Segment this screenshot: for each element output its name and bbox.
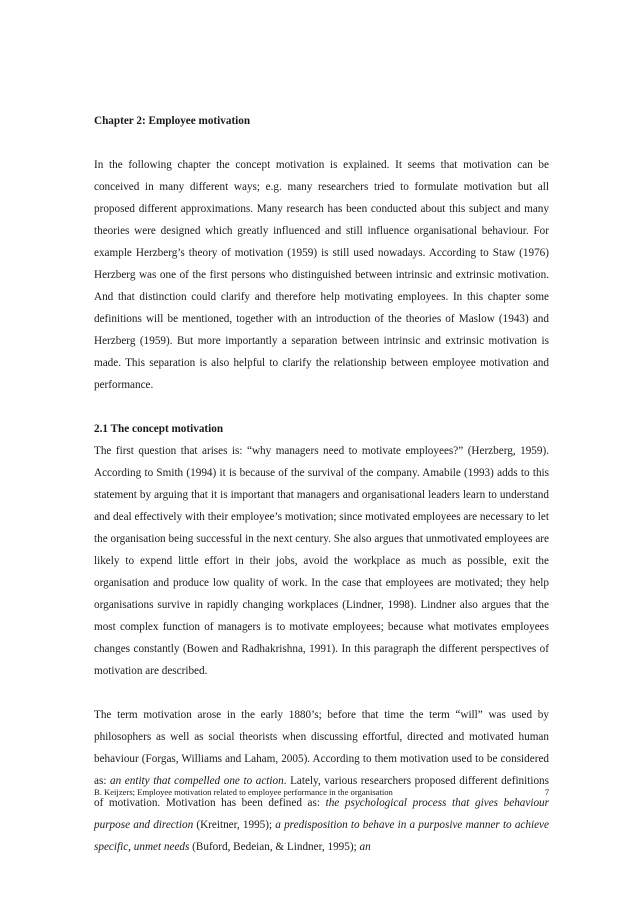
spacer (94, 396, 549, 418)
spacer (94, 682, 549, 704)
footer-text: B. Keijzers; Employee motivation related to employee performance in the organisation (94, 787, 393, 797)
section-paragraph-2 (94, 704, 549, 858)
italic-definition: an entity that compelled one to action (110, 775, 284, 787)
italic-definition: the psychological process that gives behaviour purpose and direction (94, 797, 549, 831)
page-footer (94, 786, 549, 798)
text-run: (Kreitner, 1995); (193, 819, 276, 831)
italic-definition: a predisposition to behave in a purposive manner to achieve specific, unmet needs (94, 819, 549, 853)
section-title: 2.1 The concept motivation (94, 423, 224, 435)
italic-definition: an (359, 841, 371, 853)
text-run: . Lately, various researchers proposed different definitions of motivation. Motivation has been defined as: (94, 775, 550, 809)
page-content (94, 110, 549, 858)
intro-paragraph: In the following chapter the concept motivation is explained. It seems that motivation can be conceived in many different ways; e.g. many researchers tried to formulate motivation but all proposed different approximations. Many research has been conducted about this subject and many theories were designed which greatly influenced and still influence organisational behaviour. For example Herzberg’s theory of motivation (1959) is still used nowadays. According to Staw (1976) Herzberg was one of the first persons who distinguished between intrinsic and extrinsic motivation. And that distinction could clarify and therefore help motivating employees. In this chapter some definitions will be mentioned, together with an introduction of the theories of Maslow (1943) and Herzberg (1959). But more importantly a separation between intrinsic and extrinsic motivation is made. This separation is also helpful to clarify the relationship between employee motivation and performance. (94, 159, 549, 391)
text-run: The term motivation arose in the early 1880’s; before that time the term “will” was used by philosophers as well as social theorists when discussing effortful, directed and motivated human behaviour (Forgas, Williams and Laham, 2005). According to them motivation used to be considered as: (94, 709, 549, 787)
chapter-title: Chapter 2: Employee motivation (94, 115, 251, 127)
page-number: 7 (544, 787, 549, 797)
text-run: (Buford, Bedeian, & Lindner, 1995); (189, 841, 360, 853)
section-paragraph-1: The first question that arises is: “why managers need to motivate employees?” (Herzberg, 1959). According to Smith (1994) it is because of the survival of the company. Amabile (1993) adds to this statement by arguing that it is important that managers and organisational leaders learn to understand and deal effectively with their employee’s motivation; since motivated employees are necessary to let the organisation being successful in the next century. She also argues that unmotivated employees are likely to expend little effort in their jobs, avoid the workplace as much as possible, exit the organisation and produce low quality of work. In the case that employees are motivated; they help organisations survive in rapidly changing workplaces (Lindner, 1998). Lindner also argues that the most complex function of managers is to motivate employees; because what motivates employees changes constantly (Bowen and Radhakrishna, 1991). In this paragraph the different perspectives of motivation are described. (94, 445, 549, 677)
